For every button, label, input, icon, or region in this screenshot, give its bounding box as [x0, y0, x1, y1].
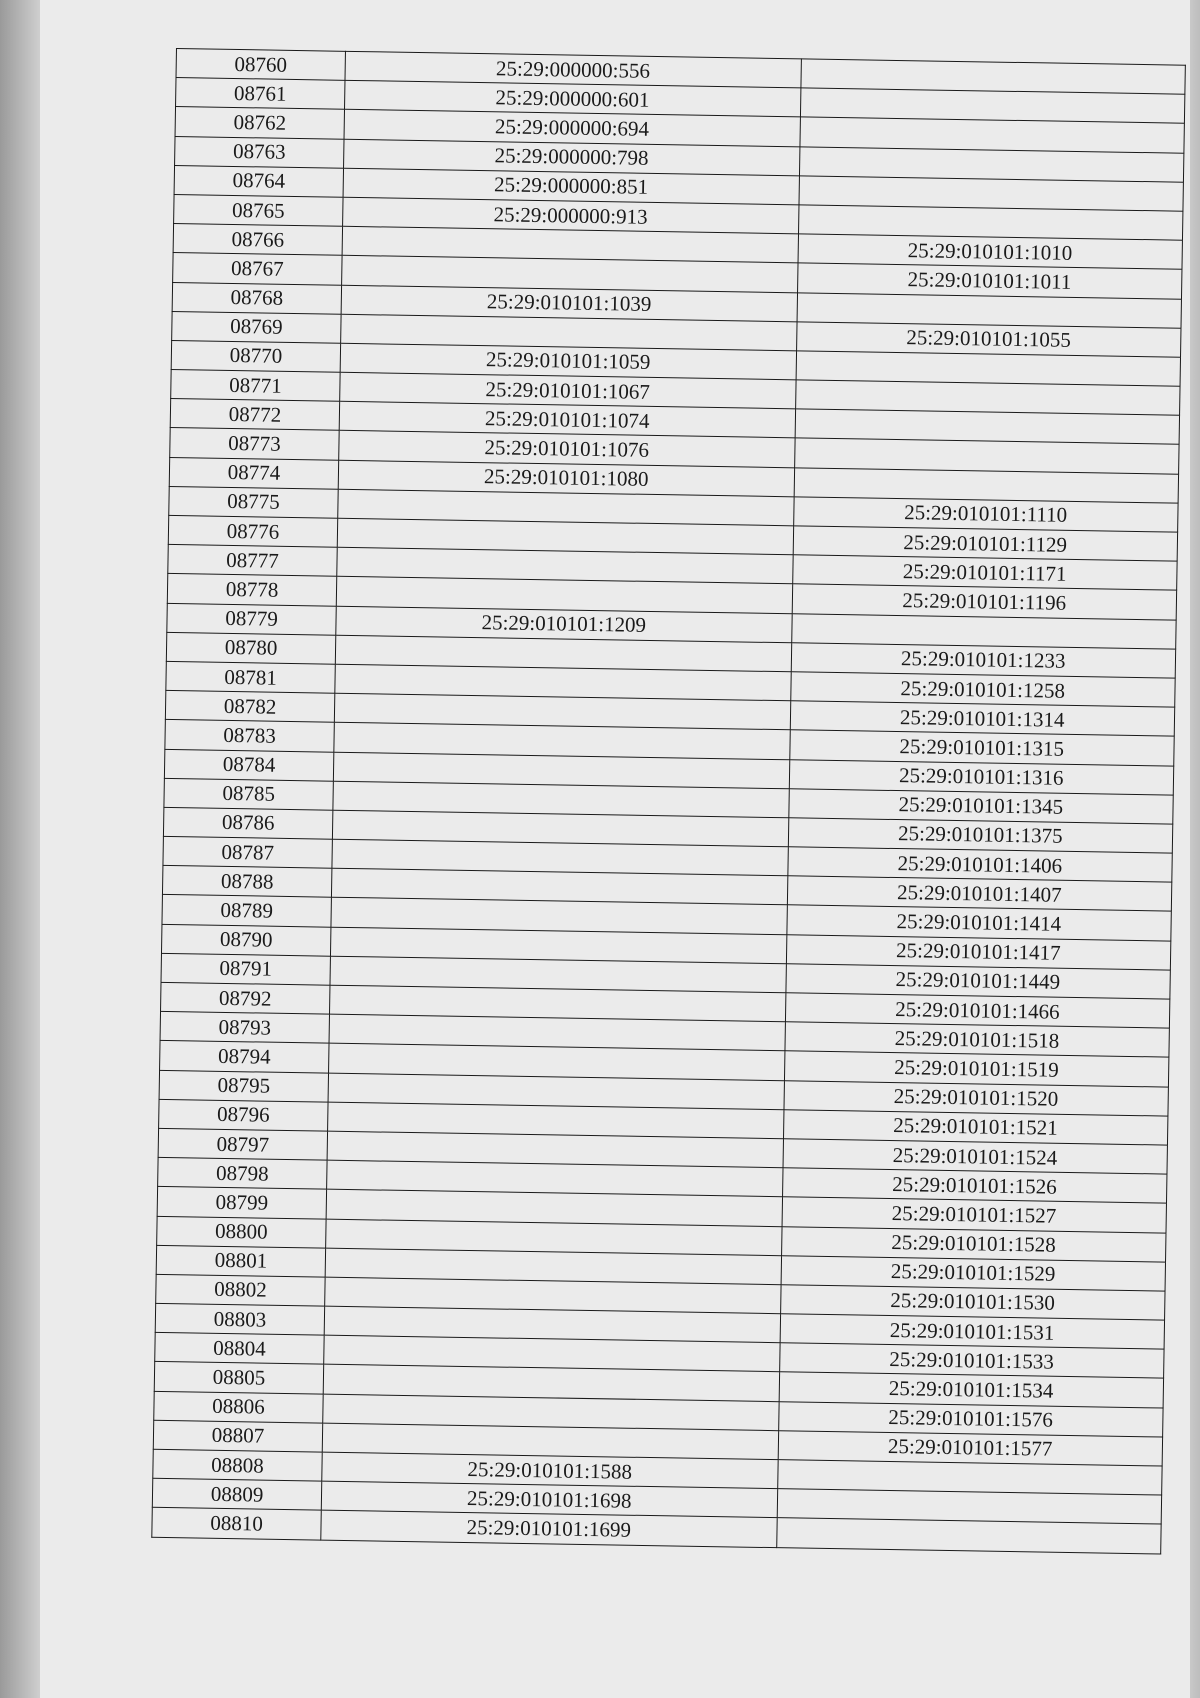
- row-number-cell: 08765: [174, 194, 344, 226]
- cadastral-number-cell-a: 25:29:000000:851: [343, 168, 799, 205]
- row-number-cell: 08799: [157, 1187, 327, 1219]
- row-number-cell: 08797: [158, 1128, 328, 1160]
- row-number-cell: 08763: [175, 136, 345, 168]
- row-number-cell: 08778: [167, 574, 337, 606]
- cadastral-number-cell-b: 25:29:010101:1520: [784, 1080, 1169, 1116]
- cadastral-number-cell-a: 25:29:010101:1059: [340, 343, 796, 380]
- cadastral-number-cell-b: [776, 1518, 1161, 1554]
- cadastral-number-cell-b: 25:29:010101:1233: [791, 643, 1176, 679]
- row-number-cell: 08804: [155, 1333, 325, 1365]
- cadastral-number-cell-a: 25:29:010101:1076: [339, 431, 795, 468]
- cadastral-number-cell-a: 25:29:010101:1209: [336, 606, 792, 643]
- cadastral-number-cell-b: 25:29:010101:1576: [778, 1401, 1163, 1437]
- cadastral-number-cell-b: 25:29:010101:1406: [787, 847, 1172, 883]
- cadastral-number-cell-b: 25:29:010101:1534: [779, 1372, 1164, 1408]
- row-number-cell: 08777: [168, 545, 338, 577]
- row-number-cell: 08787: [163, 836, 333, 868]
- row-number-cell: 08807: [153, 1420, 323, 1452]
- cadastral-number-cell-b: 25:29:010101:1110: [793, 497, 1178, 533]
- cadastral-number-cell-b: 25:29:010101:1055: [796, 322, 1181, 358]
- row-number-cell: 08789: [162, 895, 332, 927]
- cadastral-number-cell-a: 25:29:000000:694: [344, 110, 800, 147]
- row-number-cell: 08810: [152, 1508, 322, 1540]
- cadastral-number-cell-b: 25:29:010101:1449: [785, 964, 1170, 1000]
- row-number-cell: 08766: [173, 224, 343, 256]
- cadastral-number-cell-b: 25:29:010101:1531: [780, 1314, 1165, 1350]
- cadastral-number-cell-a: 25:29:010101:1698: [321, 1481, 777, 1518]
- row-number-cell: 08773: [170, 428, 340, 460]
- registry-table-wrapper: [151, 48, 1186, 1554]
- row-number-cell: 08780: [166, 632, 336, 664]
- cadastral-number-cell-b: 25:29:010101:1258: [790, 672, 1175, 708]
- row-number-cell: 08802: [156, 1274, 326, 1306]
- cadastral-number-cell-b: 25:29:010101:1530: [780, 1285, 1165, 1321]
- row-number-cell: 08785: [164, 778, 334, 810]
- row-number-cell: 08803: [155, 1303, 325, 1335]
- row-number-cell: 08761: [176, 78, 346, 110]
- row-number-cell: 08776: [168, 515, 338, 547]
- row-number-cell: 08798: [158, 1157, 328, 1189]
- row-number-cell: 08781: [166, 661, 336, 693]
- row-number-cell: 08762: [175, 107, 345, 139]
- row-number-cell: 08794: [160, 1041, 330, 1073]
- cadastral-number-cell-b: 25:29:010101:1345: [788, 788, 1173, 824]
- cadastral-number-cell-b: 25:29:010101:1414: [786, 905, 1171, 941]
- row-number-cell: 08770: [171, 340, 341, 372]
- row-number-cell: 08768: [172, 282, 342, 314]
- cadastral-number-cell-a: 25:29:000000:601: [345, 80, 801, 117]
- cadastral-number-cell-b: 25:29:010101:1466: [785, 993, 1170, 1029]
- row-number-cell: 08809: [152, 1478, 322, 1510]
- row-number-cell: 08779: [167, 603, 337, 635]
- cadastral-number-cell-b: 25:29:010101:1171: [792, 555, 1177, 591]
- cadastral-number-cell-b: 25:29:010101:1519: [784, 1051, 1169, 1087]
- row-number-cell: 08769: [172, 311, 342, 343]
- row-number-cell: 08795: [159, 1070, 329, 1102]
- cadastral-number-cell-b: 25:29:010101:1196: [792, 584, 1177, 620]
- row-number-cell: 08767: [173, 253, 343, 285]
- row-number-cell: 08764: [174, 165, 344, 197]
- cadastral-number-cell-b: 25:29:010101:1010: [798, 234, 1183, 270]
- cadastral-number-cell-b: 25:29:010101:1315: [789, 730, 1174, 766]
- cadastral-number-cell-b: 25:29:010101:1129: [793, 526, 1178, 562]
- cadastral-number-cell-b: 25:29:010101:1316: [789, 759, 1174, 795]
- cadastral-number-cell-b: 25:29:010101:1577: [778, 1430, 1163, 1466]
- row-number-cell: 08790: [161, 924, 331, 956]
- cadastral-number-cell-a: 25:29:010101:1588: [322, 1452, 778, 1489]
- row-number-cell: 08800: [157, 1216, 327, 1248]
- row-number-cell: 08792: [161, 982, 331, 1014]
- cadastral-number-cell-a: 25:29:010101:1074: [339, 402, 795, 439]
- cadastral-number-cell-a: 25:29:010101:1039: [341, 285, 797, 322]
- row-number-cell: 08782: [165, 691, 335, 723]
- row-number-cell: 08805: [154, 1362, 324, 1394]
- cadastral-number-cell-b: 25:29:010101:1417: [786, 934, 1171, 970]
- paper-sheet: [40, 0, 1190, 1698]
- cadastral-number-cell-a: 25:29:000000:913: [343, 197, 799, 234]
- row-number-cell: 08774: [169, 457, 339, 489]
- cadastral-number-cell-b: 25:29:010101:1533: [779, 1343, 1164, 1379]
- row-number-cell: 08796: [159, 1099, 329, 1131]
- row-number-cell: 08775: [169, 486, 339, 518]
- row-number-cell: 08771: [171, 370, 341, 402]
- cadastral-number-cell-b: 25:29:010101:1529: [781, 1255, 1166, 1291]
- cadastral-number-cell-b: 25:29:010101:1375: [788, 818, 1173, 854]
- cadastral-number-cell-b: 25:29:010101:1524: [783, 1139, 1168, 1175]
- cadastral-number-cell-a: 25:29:000000:798: [344, 139, 800, 176]
- row-number-cell: 08786: [163, 807, 333, 839]
- row-number-cell: 08760: [176, 49, 346, 81]
- row-number-cell: 08791: [161, 953, 331, 985]
- cadastral-number-cell-b: 25:29:010101:1521: [783, 1109, 1168, 1145]
- cadastral-number-cell-a: 25:29:010101:1699: [321, 1510, 777, 1547]
- row-number-cell: 08806: [154, 1391, 324, 1423]
- cadastral-number-cell-b: 25:29:010101:1527: [782, 1197, 1167, 1233]
- row-number-cell: 08784: [164, 749, 334, 781]
- row-number-cell: 08772: [170, 399, 340, 431]
- cadastral-number-cell-a: 25:29:010101:1080: [338, 460, 794, 497]
- cadastral-number-cell-b: 25:29:010101:1407: [787, 876, 1172, 912]
- row-number-cell: 08783: [165, 720, 335, 752]
- cadastral-number-cell-b: 25:29:010101:1314: [790, 701, 1175, 737]
- row-number-cell: 08801: [156, 1245, 326, 1277]
- row-number-cell: 08793: [160, 1012, 330, 1044]
- registry-table: [151, 48, 1186, 1554]
- registry-table-body: [152, 49, 1186, 1554]
- cadastral-number-cell-b: 25:29:010101:1518: [785, 1022, 1170, 1058]
- cadastral-number-cell-b: 25:29:010101:1011: [797, 263, 1182, 299]
- cadastral-number-cell-b: 25:29:010101:1528: [781, 1226, 1166, 1262]
- cadastral-number-cell-b: 25:29:010101:1526: [782, 1168, 1167, 1204]
- row-number-cell: 08788: [162, 866, 332, 898]
- cadastral-number-cell-a: 25:29:000000:556: [345, 51, 801, 88]
- cadastral-number-cell-a: 25:29:010101:1067: [340, 372, 796, 409]
- row-number-cell: 08808: [153, 1449, 323, 1481]
